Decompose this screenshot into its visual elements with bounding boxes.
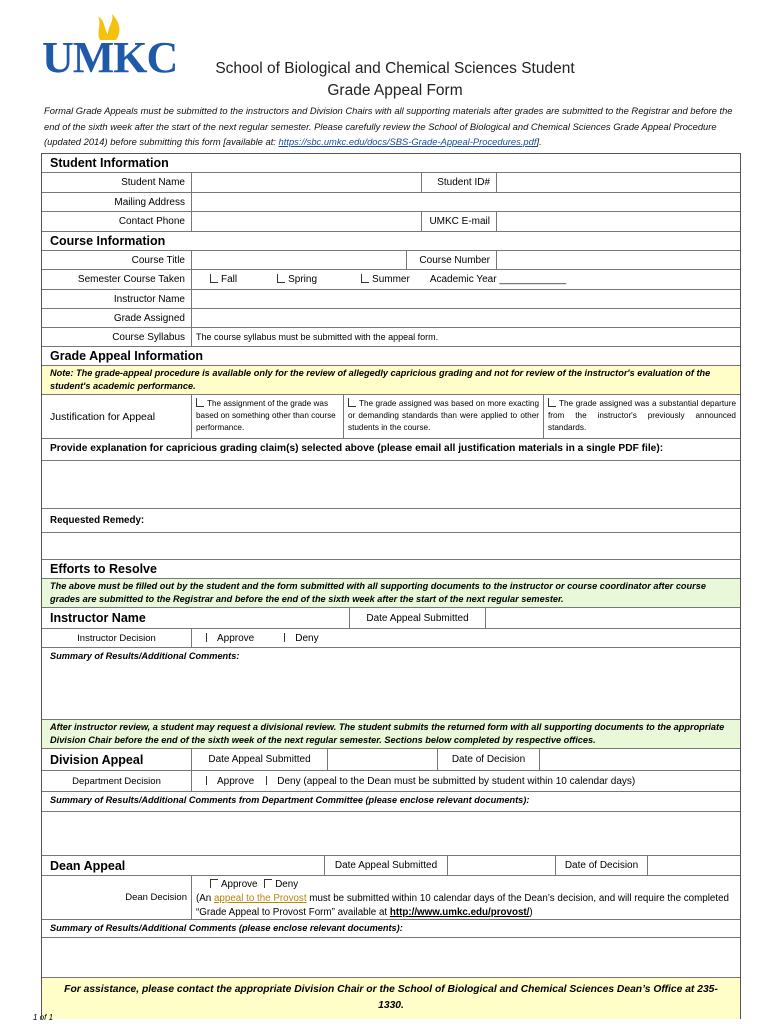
instructor-summary[interactable]: Summary of Results/Additional Comments: [42, 648, 740, 720]
contact-phone-row [42, 212, 740, 232]
option-2-checkbox[interactable] [348, 398, 356, 407]
contact-phone-label: Contact Phone [42, 212, 192, 231]
title-line-2: Grade Appeal Form [327, 82, 463, 99]
division-date-decision-label: Date of Decision [438, 749, 540, 770]
intro-body: Formal Grade Appeals must be submitted to the instructors and Division Chairs with all supporting materials after grades are submitted to the Registrar and before the end of the sixth week after the start of the next regular semester. Please carefully review the School of Biological and Chemical Sciences Grade Appeal Procedure (updated 2014) before submitting this form [available at: [44, 105, 733, 147]
summer-option[interactable] [361, 274, 410, 285]
student-section-heading: Student Information [42, 154, 740, 173]
instructor-decision-row [42, 629, 740, 648]
explanation-label: Provide explanation for capricious grading claim(s) selected above (please email all justification materials in a single PDF file): [42, 439, 740, 461]
summer-text: Summer [372, 274, 410, 285]
student-name-label: Student Name [42, 173, 192, 192]
fall-option[interactable] [210, 274, 237, 285]
instructor-name-label: Instructor Name [42, 290, 192, 308]
explanation-field[interactable] [42, 461, 740, 509]
dean-deny-text: Deny [275, 879, 299, 890]
appeal-section-heading: Grade Appeal Information [42, 347, 740, 366]
justification-label: Justification for Appeal [42, 395, 192, 438]
instructor-deny-option[interactable] [284, 633, 318, 644]
divisional-review-note: After instructor review, a student may request a divisional review. The student submits the returned form with all supporting documents to the appropriate Division Chair before the end of the sixth week of the next regular semester. Sections below completed by respective offices. [42, 720, 740, 749]
semester-label: Semester Course Taken [42, 270, 192, 289]
instructor-decision-options [192, 629, 740, 647]
dean-approve-option[interactable] [210, 879, 258, 890]
instructor-deny-checkbox[interactable] [284, 633, 292, 642]
instructor-date-submitted-field[interactable] [486, 608, 740, 628]
page-number: 1 of 1 [33, 1013, 54, 1022]
umkc-logo [42, 14, 178, 82]
option-3-checkbox[interactable] [548, 398, 556, 407]
grade-assigned-label: Grade Assigned [42, 309, 192, 327]
department-decision-options [192, 771, 740, 791]
efforts-note: The above must be filled out by the student and the form submitted with all supporting documents to the instructor or course coordinator after course grades are submitted to the Registrar and before the end of the sixth week after the start of the next regular semester. [42, 579, 740, 608]
student-id-label: Student ID# [422, 173, 497, 192]
dean-decision-row [42, 876, 740, 920]
dean-heading: Dean Appeal [42, 856, 325, 875]
dean-deny-option[interactable] [264, 879, 298, 890]
division-header-row [42, 749, 740, 771]
instructor-approve-checkbox[interactable] [206, 633, 214, 642]
option-3-text: The grade assigned was a substantial departure from the instructor's previously announced standards. [548, 399, 736, 432]
instructor-date-submitted-label: Date Appeal Submitted [350, 608, 486, 628]
department-approve-checkbox[interactable] [206, 776, 214, 785]
dean-date-submitted-label: Date Appeal Submitted [325, 856, 448, 875]
dean-date-decision-label: Date of Decision [556, 856, 648, 875]
spring-option[interactable] [277, 274, 317, 285]
instructor-approve-option[interactable] [206, 633, 254, 644]
logo-wordmark: UMKC [42, 33, 178, 82]
instructor-name-field[interactable] [192, 290, 740, 308]
provost-note [196, 892, 736, 920]
appeal-form [41, 153, 741, 1019]
semester-options [192, 270, 740, 289]
course-title-label: Course Title [42, 251, 192, 269]
intro-text [44, 103, 734, 150]
provost-note-end: ) [529, 907, 533, 918]
department-deny-option[interactable] [266, 776, 635, 787]
efforts-section-heading: Efforts to Resolve [42, 560, 740, 579]
page-title [180, 58, 610, 102]
course-number-field[interactable] [497, 251, 740, 269]
course-number-label: Course Number [407, 251, 497, 269]
procedures-link[interactable]: https://sbc.umkc.edu/docs/SBS-Grade-Appeal-Procedures.pdf [278, 136, 537, 147]
umkc-email-field[interactable] [497, 212, 740, 231]
mailing-address-field[interactable] [192, 193, 740, 211]
justification-option-1[interactable] [192, 395, 344, 438]
instructor-decision-label: Instructor Decision [42, 629, 192, 647]
dean-deny-checkbox[interactable] [264, 879, 272, 888]
department-deny-checkbox[interactable] [266, 776, 274, 785]
dean-date-submitted-field[interactable] [448, 856, 556, 875]
academic-year-field[interactable]: Academic Year ____________ [429, 274, 567, 285]
dean-summary-label: Summary of Results/Additional Comments (please enclose relevant documents): [42, 920, 740, 938]
option-1-text: The assignment of the grade was based on something other than course performance. [196, 399, 336, 432]
semester-row [42, 270, 740, 290]
syllabus-row [42, 328, 740, 347]
provost-note-start: (An [196, 893, 214, 904]
remedy-field[interactable] [42, 533, 740, 560]
summer-checkbox[interactable] [361, 274, 369, 283]
division-date-decision-field[interactable] [540, 749, 740, 770]
justification-option-3[interactable] [544, 395, 740, 438]
provost-note-middle: must be submitted within 10 calendar days of the Dean’s decision, and will require the completed “Grade Appeal to Provost Form” available at [196, 893, 729, 918]
dean-approve-checkbox[interactable] [210, 879, 218, 888]
fall-checkbox[interactable] [210, 274, 218, 283]
instructor-name-row [42, 290, 740, 309]
course-title-row [42, 251, 740, 270]
dean-date-decision-field[interactable] [648, 856, 740, 875]
department-decision-label: Department Decision [42, 771, 192, 791]
instructor-decision-header-row [42, 608, 740, 629]
mailing-address-row [42, 193, 740, 212]
appeal-note: Note: The grade-appeal procedure is available only for the review of allegedly capricious grading and not for review of the instructor's evaluation of the student's academic performance. [42, 366, 740, 395]
department-deny-text: Deny (appeal to the Dean must be submitted by student within 10 calendar days) [277, 775, 636, 787]
syllabus-label: Course Syllabus [42, 328, 192, 346]
instructor-approve-text: Approve [217, 632, 255, 644]
student-name-row [42, 173, 740, 193]
dean-summary-field[interactable] [42, 938, 740, 978]
department-approve-option[interactable] [206, 776, 254, 787]
department-approve-text: Approve [217, 775, 255, 787]
student-id-field[interactable] [497, 173, 740, 192]
spring-checkbox[interactable] [277, 274, 285, 283]
provost-appeal-link[interactable]: appeal to the Provost [213, 893, 307, 904]
department-summary-field[interactable] [42, 812, 740, 856]
title-line-1: School of Biological and Chemical Sciences Student [215, 60, 575, 77]
department-summary-label: Summary of Results/Additional Comments from Department Committee (please enclose relevant documents): [42, 792, 740, 812]
justification-row [42, 395, 740, 439]
division-date-submitted-field[interactable] [328, 749, 438, 770]
contact-phone-field[interactable] [192, 212, 422, 231]
dean-header-row [42, 856, 740, 876]
option-2-text: The grade assigned was based on more exacting or demanding standards than were applied to other students in the course. [348, 399, 539, 432]
dean-decision-content [192, 876, 740, 919]
grade-assigned-row [42, 309, 740, 328]
dean-decision-label: Dean Decision [42, 876, 192, 919]
grade-assigned-field[interactable] [192, 309, 740, 327]
option-1-checkbox[interactable] [196, 398, 204, 407]
course-section-heading: Course Information [42, 232, 740, 251]
intro-end: ]. [536, 136, 542, 147]
spring-text: Spring [288, 274, 318, 285]
provost-url-link[interactable]: http://www.umkc.edu/provost/ [389, 907, 530, 918]
mailing-address-label: Mailing Address [42, 193, 192, 211]
course-title-field[interactable] [192, 251, 407, 269]
instructor-deny-text: Deny [295, 632, 319, 644]
dean-approve-text: Approve [221, 879, 258, 890]
assistance-note: For assistance, please contact the appropriate Division Chair or the School of Biological and Chemical Sciences Dean’s Office at 235-1330. [42, 978, 740, 1019]
student-name-field[interactable] [192, 173, 422, 192]
syllabus-note: The course syllabus must be submitted with the appeal form. [196, 332, 439, 342]
justification-option-2[interactable] [344, 395, 544, 438]
umkc-email-label: UMKC E-mail [422, 212, 497, 231]
division-heading: Division Appeal [42, 749, 192, 770]
division-date-submitted-label: Date Appeal Submitted [192, 749, 328, 770]
department-decision-row [42, 771, 740, 792]
remedy-label: Requested Remedy: [42, 509, 740, 533]
fall-text: Fall [221, 274, 238, 285]
instructor-heading: Instructor Name [42, 608, 350, 628]
